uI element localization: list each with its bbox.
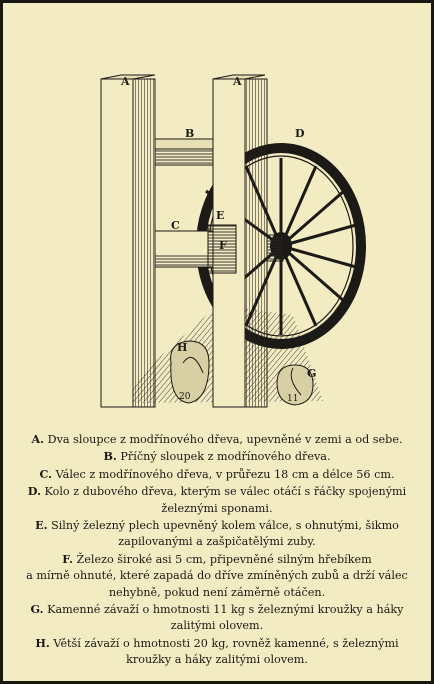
legend-text: Kolo z dubového dřeva, kterým se válec otáčí s řáčky spojenými bbox=[44, 485, 407, 499]
page-frame bbox=[3, 3, 431, 681]
legend-text: zapilovanými a zašpičatělými zuby. bbox=[118, 535, 316, 549]
legend-key: E. bbox=[35, 518, 48, 533]
label-h: H bbox=[177, 341, 188, 354]
legend-key: D. bbox=[27, 484, 41, 499]
label-a-left: A bbox=[121, 75, 130, 88]
legend-key: H. bbox=[35, 635, 50, 650]
weight-h-mark: 20 bbox=[179, 392, 191, 402]
legend-text: Větší závaží o hmotnosti 20 kg, rovněž kamenné, s železnými bbox=[53, 636, 399, 650]
legend-key: G. bbox=[30, 602, 44, 617]
legend-h bbox=[9, 635, 425, 652]
legend-e bbox=[9, 517, 425, 534]
label-e: E bbox=[216, 209, 225, 222]
label-g: G bbox=[307, 367, 317, 380]
machine-illustration bbox=[3, 3, 431, 423]
legend-key: B. bbox=[103, 449, 117, 464]
legend-text: Válec z modřínového dřeva, v průřezu 18 cm a délce 56 cm. bbox=[55, 467, 395, 481]
crossbar-b bbox=[155, 139, 213, 165]
legend-g bbox=[9, 601, 425, 618]
legend-f bbox=[9, 551, 425, 568]
legend-text: kroužky a háky zalitými olovem. bbox=[126, 653, 308, 667]
legend-a bbox=[9, 431, 425, 448]
legend-text: Kamenné závaží o hmotnosti 11 kg s železnými kroužky a háky bbox=[47, 603, 404, 617]
legend-text: nehybně, pokud není záměrně otáčen. bbox=[108, 585, 326, 599]
legend-text: Železo široké asi 5 cm, připevněné silným hřebíkem bbox=[76, 552, 372, 566]
label-d: D bbox=[295, 127, 305, 140]
label-a-right: A bbox=[233, 75, 242, 88]
label-f: F bbox=[219, 239, 227, 252]
legend-text: Příčný sloupek z modřínového dřeva. bbox=[120, 450, 331, 464]
legend-text: a mírně ohnuté, které zapadá do dříve zmíněných zubů a drží válec bbox=[26, 569, 408, 583]
legend-text: Dva sloupce z modřínového dřeva, upevněné v zemi a od sebe. bbox=[47, 433, 403, 446]
label-c: C bbox=[171, 219, 180, 232]
weight-g-mark: 11 bbox=[287, 394, 299, 404]
legend-text: železnými sponami. bbox=[161, 501, 273, 515]
legend-text: zalitými olovem. bbox=[170, 619, 264, 633]
label-b: B bbox=[185, 127, 195, 140]
legend-key: F. bbox=[62, 551, 73, 566]
legend-c bbox=[9, 466, 425, 483]
legend-text: Silný železný plech upevněný kolem válce, s ohnutými, šikmo bbox=[51, 519, 399, 533]
legend-d bbox=[9, 483, 425, 500]
post-left bbox=[101, 75, 155, 407]
legend-key: C. bbox=[39, 466, 53, 481]
legend-key: A. bbox=[31, 432, 45, 446]
legend-b bbox=[9, 448, 425, 465]
legend bbox=[9, 431, 425, 669]
